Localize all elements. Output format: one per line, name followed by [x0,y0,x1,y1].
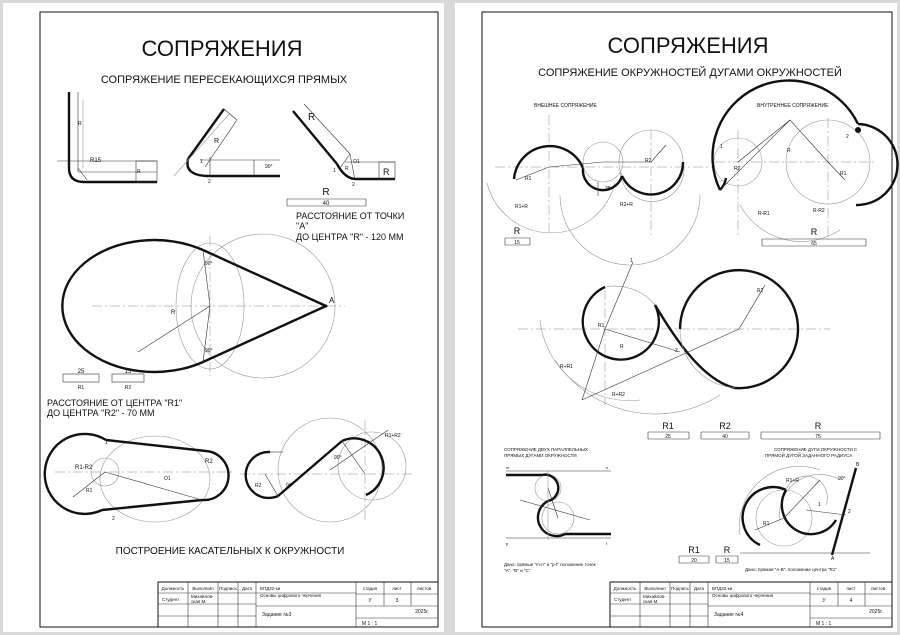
inner-r2: R2 [734,166,741,172]
cross-angle-1: 90° [286,483,294,489]
dim65-label: R [810,227,818,237]
stamp3-scale: М 1 : 1 [362,621,378,627]
dim-r40-label: R [322,187,330,198]
stamp4-h-sign: Подпись [671,586,689,591]
stamp3-name2: ская М. [191,599,207,604]
arc-title-1: СОПРЯЖЕНИЕ ДУГИ ОКРУЖНОСТИ С [774,447,858,452]
arc-n1: 1 [818,502,821,508]
parallel-note-1: Дано: прямые "m-n" и "p-f" положение точек [504,562,596,567]
dim-15-label: R2 [124,385,132,391]
fig1-r-top: R [78,121,82,127]
stamp3-name1: Михайлов- [191,594,214,599]
belt-n2: 2 [112,516,115,522]
fig2-angle: 90° [265,164,273,170]
tangent-angle-1: 90° [205,261,213,267]
stamp4-h-stage: стадия [816,586,832,591]
label-m: m [506,465,510,470]
fig1-r-side: R [137,169,141,175]
stamp4-h-role: Должность [613,586,637,591]
parallel-note-2: "A", "B" и "C" [504,568,531,573]
inner-r1: R1 [840,171,847,177]
note-d: РАССТОЯНИЕ ОТ ЦЕНТРА "R1" [47,398,183,408]
inner-r: R [787,148,791,154]
label-f: f [606,541,608,546]
sheet-4-paper [455,3,897,632]
belt-n1: 1 [105,440,108,446]
fig1-r15: R15 [90,158,102,164]
row-r1-label: R1 [662,421,674,431]
fig2-n1: 1 [200,159,203,165]
arc-r1: R1 [763,521,770,527]
row-r-label: R [814,421,822,431]
mixed-rr2: R+R2 [612,392,625,398]
stamp4-year: 2025г. [869,609,883,615]
stamp3-h-stage: стадия [362,586,378,591]
stamp4-name2: ская М. [643,599,659,604]
dim-15-value: 15 [124,369,132,375]
row-r1-value: 25 [665,434,671,440]
stamp3-role: Студент [162,597,180,602]
sheet-4 [455,3,898,632]
stamp4-h-done: Выполнил [644,586,666,591]
stamp4-group: БПД32-ки [712,586,733,591]
stamp4-task: Задание №4 [714,612,744,618]
tangent-r: R [171,310,176,316]
note-a-line2: "A" [296,221,309,231]
label-p: p [506,541,509,546]
mixed-n1: 1 [630,258,633,264]
fig3-r-box: R [383,167,390,177]
arc-r1r: R1+R [786,478,799,484]
stamp3-h-done: Выполнил [192,586,214,591]
arc-a: A [831,556,835,562]
bottom-r1-label: R1 [688,545,700,555]
fig3-n1: 1 [333,168,336,174]
stamp3-h-sign: Подпись [219,586,237,591]
inner-rr2: R-R2 [813,208,825,214]
outer-r2r: R2+R [620,202,633,208]
stamp3-h-sheets: листов [416,586,432,591]
sheet-4-subtitle: СОПРЯЖЕНИЕ ОКРУЖНОСТЕЙ ДУГАМИ ОКРУЖНОСТЕЙ [538,67,842,79]
fig3-r-big: R [308,112,316,123]
belt-o1: O1 [164,476,171,482]
note-a-line1: РАССТОЯНИЕ ОТ ТОЧКИ [296,211,405,221]
dim65-value: 65 [811,241,817,247]
bottom-r1-value: 20 [691,558,697,564]
fig3-n2: 2 [352,182,355,188]
stamp3-sheet: 3 [395,598,399,604]
stamp3-year: 2025г. [415,609,429,615]
sheet-3-title: СОПРЯЖЕНИЯ [141,36,303,61]
row-r2-value: 40 [722,434,728,440]
stamp3-stage: У [368,598,372,604]
belt-r1r2: R1-R2 [75,465,93,471]
inner-label: ВНУТРЕННЕЕ СОПРЯЖЕНИЕ [757,103,829,109]
arc-title-2: ПРЯМОЙ ДУГОЙ ЗАДАННОГО РАДИУСА [765,453,853,458]
sheet-4-title: СОПРЯЖЕНИЯ [607,33,769,58]
inner-rr1: R-R1 [758,211,770,217]
cross-r1r2: R1+R2 [385,433,401,439]
stamp3-h-role: Должность [161,586,185,591]
outer-r1r: R1+R [515,204,528,210]
inner-n2: 2 [846,134,849,140]
row-r2-label: R2 [719,421,731,431]
tangent-point-a: A [329,296,335,305]
dim-25-label: R1 [77,385,85,391]
belt-r1: R1 [86,488,93,494]
note-e: ДО ЦЕНТРА "R2" - 70 ММ [47,408,155,418]
outer-d: 38 [605,186,611,192]
stamp4-role: Студент [614,597,632,602]
stamp3-task: Задание №3 [262,612,292,618]
mixed-n2: 2 [675,348,678,354]
mixed-rr1: R+R1 [560,364,573,370]
parallel-title-1: СОПРЯЖЕНИЕ ДВУХ ПАРАЛЛЕЛЬНЫХ [504,447,589,452]
belt-r2: R2 [205,459,213,465]
stamp3-h-date: Дата [242,586,252,591]
mixed-r2: R2 [757,288,764,294]
dim-25-value: 25 [77,369,85,375]
stamp4-stage: У [822,598,826,604]
stamp4-h-sheets: листов [870,586,886,591]
stamp3-h-sheet: лист [392,586,402,591]
stamp4-h-sheet: лист [846,586,856,591]
row-r-value: 75 [815,434,821,440]
arc-n2: 2 [848,509,851,515]
stamp4-sheet: 4 [849,598,853,604]
arc-angle: 90° [838,476,846,482]
dim15-label: R [513,226,521,236]
arc-b: B [856,462,860,468]
parallel-title-2: ПРЯМЫХ ДУГАМИ ОКРУЖНОСТИ [504,453,577,458]
arc-note: Дано: прямая "A-B", положение центра "R1" [745,567,837,572]
fig3-o1: O1 [353,159,360,165]
dim-r40-value: 40 [322,201,330,207]
bottom-r-label: R [723,545,731,555]
cross-r2: R2 [255,483,262,489]
sheet-3-footer: ПОСТРОЕНИЕ КАСАТЕЛЬНЫХ К ОКРУЖНОСТИ [115,546,345,557]
fig2-n2: 2 [208,179,211,185]
label-n: n [606,465,609,470]
sheet-3-subtitle: СОПРЯЖЕНИЕ ПЕРЕСЕКАЮЩИХСЯ ПРЯМЫХ [100,74,348,86]
outer-r2: R2 [645,158,652,164]
dim15-value: 15 [514,240,520,246]
fig3-r-small: R [345,166,349,172]
stamp4-name1: Михайлов- [643,594,666,599]
outer-r1: R1 [525,176,532,182]
stamp4-scale: М 1 : 1 [816,621,832,627]
outer-label: ВНЕШНЕЕ СОПРЯЖЕНИЕ [534,103,597,109]
inner-n1: 1 [720,144,723,150]
sheet-3 [3,3,444,632]
stamp3-course: Основы цифрового черчения [260,593,322,598]
stamp4-course: Основы цифрового черчения [712,593,774,598]
note-a-line3: ДО ЦЕНТРА "R" - 120 ММ [296,232,404,242]
cross-angle-2: 90° [334,455,342,461]
fig2-r: R [214,138,220,145]
stamp4-h-date: Дата [694,586,704,591]
mixed-r: R [620,344,624,350]
stamp3-group: БПД32-ки [260,586,281,591]
tangent-angle-2: 90° [205,348,213,354]
mixed-r1: R1 [598,323,605,329]
bottom-r-value: 15 [724,558,730,564]
